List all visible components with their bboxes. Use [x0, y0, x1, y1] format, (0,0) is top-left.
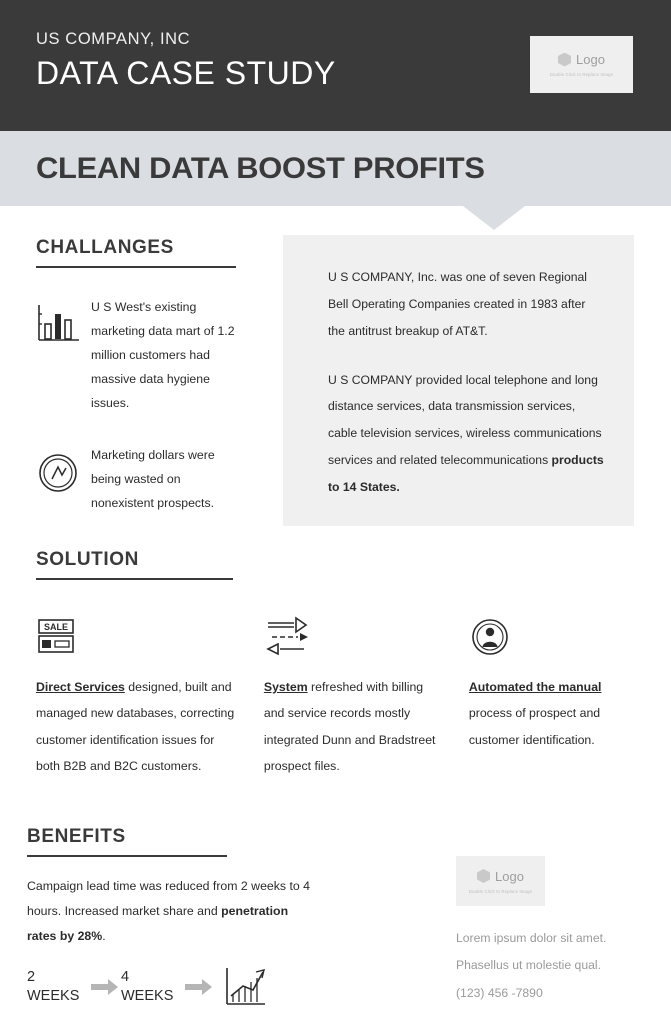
svg-text:SALE: SALE	[43, 622, 69, 632]
clock-money-icon	[36, 444, 91, 516]
flow-step-value: 4	[121, 969, 130, 986]
footer-logo-placeholder[interactable]	[456, 856, 545, 906]
footer-contact	[456, 925, 656, 1007]
benefits-text-tail: .	[102, 929, 106, 944]
flow-step-value: 2	[27, 969, 36, 986]
flow-step	[27, 968, 89, 1004]
solution-body: process of prospect and customer identification.	[468, 706, 601, 747]
solution-lead: Automated the manual	[468, 680, 602, 694]
page-title: DATA CASE STUDY	[36, 55, 336, 91]
header-logo-hint: Double Click to Replace Image	[549, 72, 614, 77]
challange-text: U S West's existing marketing data mart of 1.2 million customers had massive data hygiene issues.	[91, 300, 235, 410]
solution-body: refreshed with billing and service records mostly integrated Dunn and Bradstreet prospect files.	[263, 680, 436, 774]
benefits-heading: BENEFITS	[27, 826, 126, 847]
solution-column	[264, 614, 444, 780]
solution-lead: System	[263, 680, 308, 694]
description-box	[283, 235, 634, 526]
footer-block	[456, 856, 656, 1007]
challange-item	[36, 444, 239, 516]
footer-phone: (123) 456 -7890	[456, 985, 543, 1000]
challange-item	[36, 296, 239, 416]
logo-inner	[558, 52, 605, 67]
footer-line: Lorem ipsum dolor sit amet.	[456, 931, 607, 945]
solution-underline	[36, 578, 233, 580]
flow-step	[121, 968, 183, 1004]
description-p2-bold: products to 14 States.	[328, 453, 604, 494]
description-p2-lead: U S COMPANY provided local telephone and long distance services, data transmission services, cable television services, wireless communications services and related telecommunications	[328, 372, 602, 468]
solution-column	[469, 614, 630, 780]
benefits-section	[27, 826, 317, 1010]
header-logo-placeholder[interactable]	[530, 36, 633, 93]
user-circle-icon	[469, 614, 630, 658]
bar-chart-icon	[36, 296, 91, 416]
sale-tag-icon	[36, 614, 237, 658]
challanges-section	[36, 237, 239, 516]
header-company-name: US COMPANY, INC	[36, 30, 191, 48]
flow-step-unit: WEEKS	[121, 987, 174, 1004]
logo-inner	[477, 869, 524, 884]
arrow-right-icon	[185, 979, 213, 995]
header-logo-label: Logo	[576, 52, 605, 67]
solution-lead: Direct Services	[36, 680, 125, 694]
benefits-text	[27, 874, 317, 950]
solution-section	[36, 549, 635, 780]
footer-logo-hint: Double Click to Replace Image	[468, 888, 533, 894]
solution-body: designed, built and managed new databases, correcting customer identification issues for both B2B and B2C customers.	[36, 680, 235, 774]
solution-columns	[36, 614, 635, 780]
solution-text	[36, 674, 237, 780]
benefits-flow	[27, 964, 317, 1010]
challanges-heading: CHALLANGES	[36, 237, 174, 258]
flow-step-unit: WEEKS	[27, 987, 80, 1004]
solution-heading: SOLUTION	[36, 549, 139, 570]
solution-column	[36, 614, 237, 780]
solution-text	[469, 674, 630, 753]
footer-logo-label: Logo	[495, 868, 524, 884]
benefits-text-lead: Campaign lead time was reduced from 2 weeks to 4 hours. Increased market share and	[27, 879, 310, 919]
data-flow-icon	[264, 614, 444, 658]
banner-arrow-shape	[463, 206, 525, 230]
benefits-underline	[27, 855, 227, 857]
solution-text	[264, 674, 444, 780]
challanges-underline	[36, 266, 236, 268]
challange-text: Marketing dollars were being wasted on nonexistent prospects.	[91, 447, 215, 510]
footer-line: Phasellus ut molestie qual.	[456, 958, 601, 973]
arrow-right-icon	[91, 979, 119, 995]
headline-text: CLEAN DATA BOOST PROFITS	[36, 151, 485, 185]
hexagon-icon	[558, 53, 571, 67]
description-paragraph-2	[328, 367, 604, 501]
benefits-text-bold: penetration rates by 28%	[27, 904, 289, 944]
hexagon-icon	[477, 869, 490, 883]
page-header	[0, 0, 671, 131]
growth-chart-icon	[223, 964, 269, 1010]
headline-banner	[0, 131, 671, 206]
description-paragraph-1: U S COMPANY, Inc. was one of seven Regional Bell Operating Companies created in 1983 after the antitrust breakup of AT&T.	[328, 270, 587, 338]
